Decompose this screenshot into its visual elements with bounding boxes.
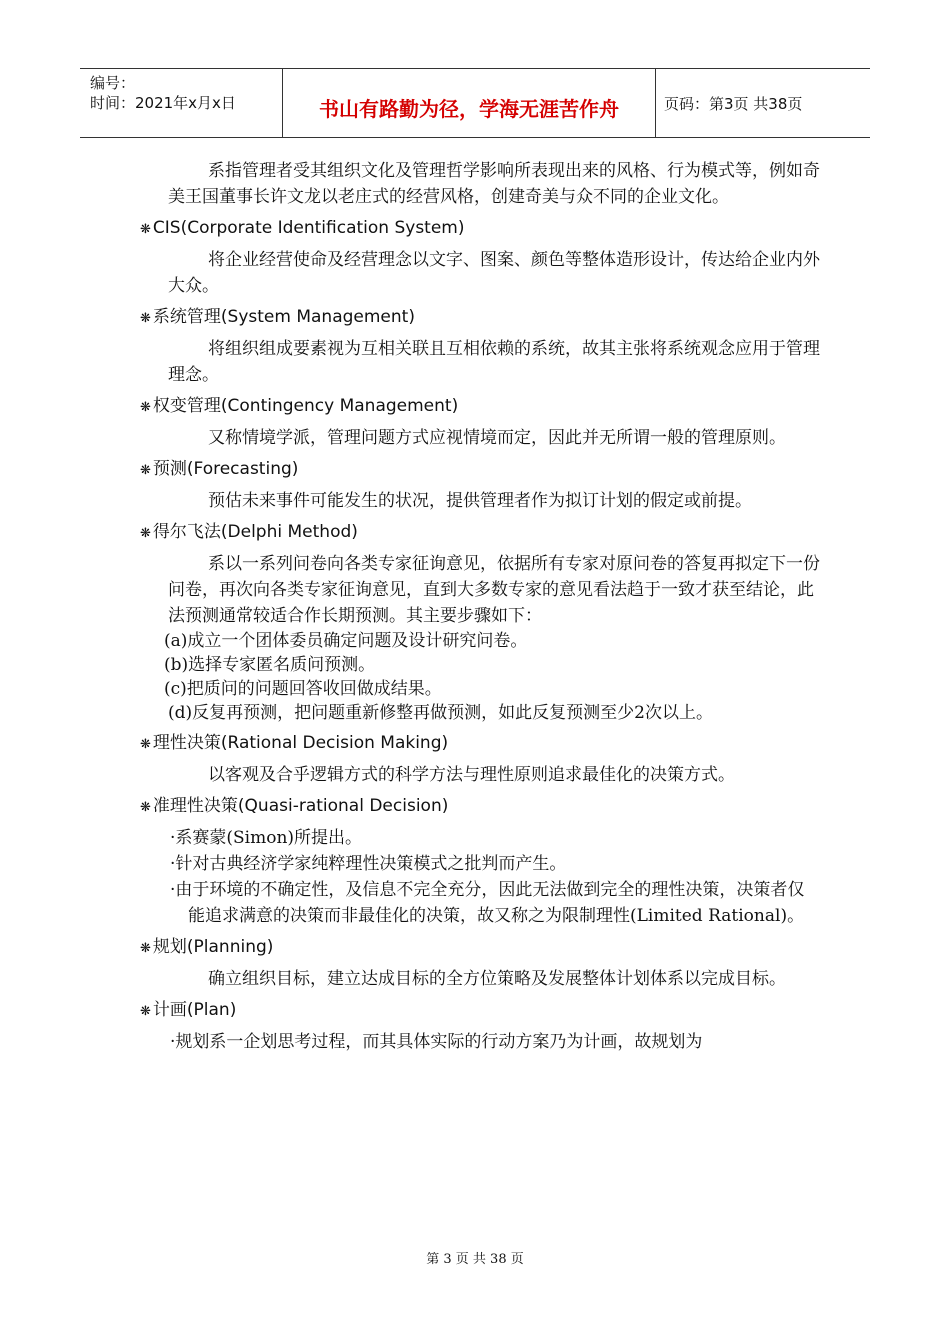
term-section	[140, 520, 820, 725]
term-description: 确立组织目标，建立达成目标的全方位策略及发展整体计划体系以完成目标。	[208, 969, 786, 989]
bullet-item: ·由于环境的不确定性，及信息不完全充分，因此无法做到完全的理性决策，决策者仅能追求满意的决策而非最佳化的决策，故又称之为限制理性(Limited Rational)。	[170, 880, 805, 926]
bullet-item: ·系赛蒙(Simon)所提出。	[170, 828, 363, 848]
term-title: 计画(Plan)	[152, 1000, 237, 1020]
term-description: 系以一系列问卷向各类专家征询意见，依据所有专家对原问卷的答复再拟定下一份问卷，再次向各类专家征询意见，直到大多数专家的意见看法趋于一致才获至结论，此法预测通常较适合作长期预测。其主要步骤如下：	[168, 554, 820, 626]
term-section	[140, 731, 820, 788]
asterism-bullet-icon: ❋	[140, 222, 151, 237]
term-section	[140, 216, 820, 299]
document-body	[140, 158, 820, 1061]
term-heading	[140, 935, 820, 961]
bullet-item: ·针对古典经济学家纯粹理性决策模式之批判而产生。	[170, 854, 567, 874]
header-page-info: 页码：第3页 共38页	[664, 95, 803, 113]
term-title: 理性决策(Rational Decision Making)	[152, 733, 449, 753]
step-item: (d)反复再预测，把问题重新修整再做预测，如此反复预测至少2次以上。	[168, 703, 713, 723]
header-meta	[90, 73, 236, 113]
term-section	[140, 935, 820, 992]
term-heading	[140, 998, 820, 1024]
asterism-bullet-icon: ❋	[140, 463, 151, 478]
term-title: 权变管理(Contingency Management)	[152, 396, 459, 416]
term-section	[140, 457, 820, 514]
term-heading	[140, 731, 820, 757]
term-heading	[140, 794, 820, 820]
code-label: 编号：	[90, 74, 136, 92]
step-list	[140, 629, 820, 725]
page-footer: 第 3 页 共 38 页	[426, 1252, 524, 1267]
term-heading	[140, 520, 820, 546]
term-description: 以客观及合乎逻辑方式的科学方法与理性原则追求最佳化的决策方式。	[208, 765, 735, 785]
term-section	[140, 305, 820, 388]
term-description: 预估未来事件可能发生的状况，提供管理者作为拟订计划的假定或前提。	[208, 491, 752, 511]
term-title: CIS(Corporate Identification System)	[152, 218, 465, 238]
asterism-bullet-icon: ❋	[140, 311, 151, 326]
term-heading	[140, 457, 820, 483]
asterism-bullet-icon: ❋	[140, 1004, 151, 1019]
term-section	[140, 794, 820, 929]
term-description: 将组织组成要素视为互相关联且互相依赖的系统，故其主张将系统观念应用于管理理念。	[168, 339, 820, 385]
asterism-bullet-icon: ❋	[140, 941, 151, 956]
step-item: (a)成立一个团体委员确定问题及设计研究问卷。	[164, 631, 528, 651]
term-title: 系统管理(System Management)	[152, 307, 415, 327]
term-title: 预测(Forecasting)	[152, 459, 299, 479]
step-item: (c)把质问的问题回答收回做成结果。	[164, 679, 442, 699]
step-item: (b)选择专家匿名质问预测。	[164, 655, 376, 675]
term-description: 又称情境学派，管理问题方式应视情境而定，因此并无所谓一般的管理原则。	[208, 428, 786, 448]
page-header	[80, 68, 870, 138]
asterism-bullet-icon: ❋	[140, 400, 151, 415]
term-title: 得尔飞法(Delphi Method)	[152, 522, 358, 542]
bullet-item: ·规划系一企划思考过程，而其具体实际的行动方案乃为计画，故规划为	[170, 1032, 703, 1052]
term-heading	[140, 216, 820, 242]
term-title: 准理性决策(Quasi-rational Decision)	[152, 796, 449, 816]
term-description: 将企业经营使命及经营理念以文字、图案、颜色等整体造形设计，传达给企业内外大众。	[168, 250, 820, 296]
intro-paragraph: 系指管理者受其组织文化及管理哲学影响所表现出来的风格、行为模式等，例如奇美王国董事长许文龙以老庄式的经营风格，创建奇美与众不同的企业文化。	[168, 161, 820, 207]
header-motto: 书山有路勤为径，学海无涯苦作舟	[319, 97, 619, 121]
term-heading	[140, 305, 820, 331]
term-title: 规划(Planning)	[152, 937, 274, 957]
term-section	[140, 394, 820, 451]
term-sections	[140, 216, 820, 1055]
time-label: 时间：2021年x月x日	[90, 94, 236, 112]
bullet-list	[140, 1029, 820, 1055]
asterism-bullet-icon: ❋	[140, 737, 151, 752]
header-divider	[655, 69, 656, 137]
asterism-bullet-icon: ❋	[140, 526, 151, 541]
bullet-list	[140, 825, 820, 929]
term-section	[140, 998, 820, 1055]
asterism-bullet-icon: ❋	[140, 800, 151, 815]
term-heading	[140, 394, 820, 420]
